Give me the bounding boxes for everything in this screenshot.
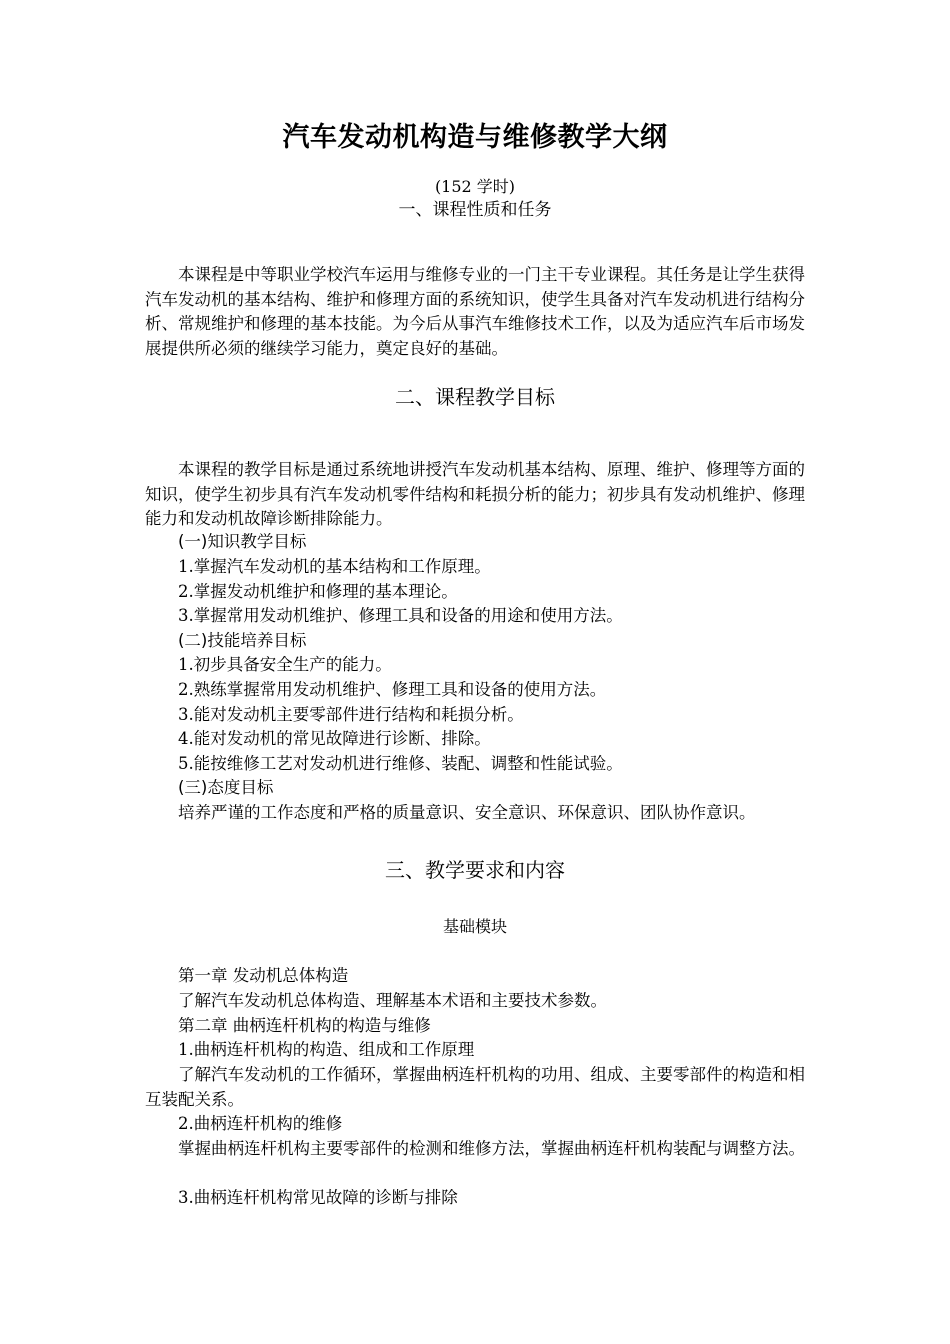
skills-item: 1.初步具备安全生产的能力。 (178, 655, 392, 674)
module-label: 基础模块 (442, 917, 507, 936)
course-hours: (152 学时) (434, 177, 516, 196)
section-heading-1: 一、课程性质和任务 (398, 200, 552, 220)
knowledge-item: 3.掌握常用发动机维护、修理工具和设备的用途和使用方法。 (178, 606, 623, 625)
section2-paragraph: 本课程的教学目标是通过系统地讲授汽车发动机基本结构、原理、维护、修理等方面的知识，使学生初步具有汽车发动机零件结构和耗损分析的能力；初步具有发动机维护、修理能力和发动机故障诊断排除能力。 (145, 460, 805, 528)
knowledge-item: 2.掌握发动机维护和修理的基本理论。 (178, 582, 458, 601)
skills-item: 2.熟练掌握常用发动机维护、修理工具和设备的使用方法。 (178, 680, 607, 699)
knowledge-item: 1.掌握汽车发动机的基本结构和工作原理。 (178, 557, 491, 576)
chapter2-sub2-text: 掌握曲柄连杆机构主要零部件的检测和维修方法，掌握曲柄连杆机构装配与调整方法。 (178, 1139, 805, 1158)
chapter2-sub3: 3.曲柄连杆机构常见故障的诊断与排除 (178, 1188, 458, 1207)
chapter1-heading: 第一章 发动机总体构造 (178, 966, 349, 985)
page-title: 汽车发动机构造与维修教学大纲 (282, 122, 668, 153)
section-heading-3: 三、教学要求和内容 (385, 858, 565, 882)
attitude-paragraph: 培养严谨的工作态度和严格的质量意识、安全意识、环保意识、团队协作意识。 (178, 803, 756, 822)
chapter2-sub1-text: 了解汽车发动机的工作循环，掌握曲柄连杆机构的功用、组成、主要零部件的构造和相互装配关系。 (145, 1065, 805, 1109)
skills-item: 4.能对发动机的常见故障进行诊断、排除。 (178, 729, 491, 748)
knowledge-heading: (一)知识教学目标 (178, 532, 307, 551)
skills-item: 5.能按维修工艺对发动机进行维修、装配、调整和性能试验。 (178, 754, 623, 773)
skills-heading: (二)技能培养目标 (178, 631, 307, 650)
chapter2-sub1: 1.曲柄连杆机构的构造、组成和工作原理 (178, 1040, 475, 1059)
chapter2-heading: 第二章 曲柄连杆机构的构造与维修 (178, 1016, 431, 1035)
attitude-heading: (三)态度目标 (178, 778, 274, 797)
skills-item: 3.能对发动机主要零部件进行结构和耗损分析。 (178, 705, 524, 724)
chapter1-text: 了解汽车发动机总体构造、理解基本术语和主要技术参数。 (178, 991, 607, 1010)
section1-paragraph: 本课程是中等职业学校汽车运用与维修专业的一门主干专业课程。其任务是让学生获得汽车发动机的基本结构、维护和修理方面的系统知识，使学生具备对汽车发动机进行结构分析、常规维护和修理的基本技能。为今后从事汽车维修技术工作，以及为适应汽车后市场发展提供所必须的继续学习能力，奠定良好的基础。 (145, 265, 805, 358)
section-heading-2: 二、课程教学目标 (395, 385, 555, 409)
chapter2-sub2: 2.曲柄连杆机构的维修 (178, 1114, 343, 1133)
